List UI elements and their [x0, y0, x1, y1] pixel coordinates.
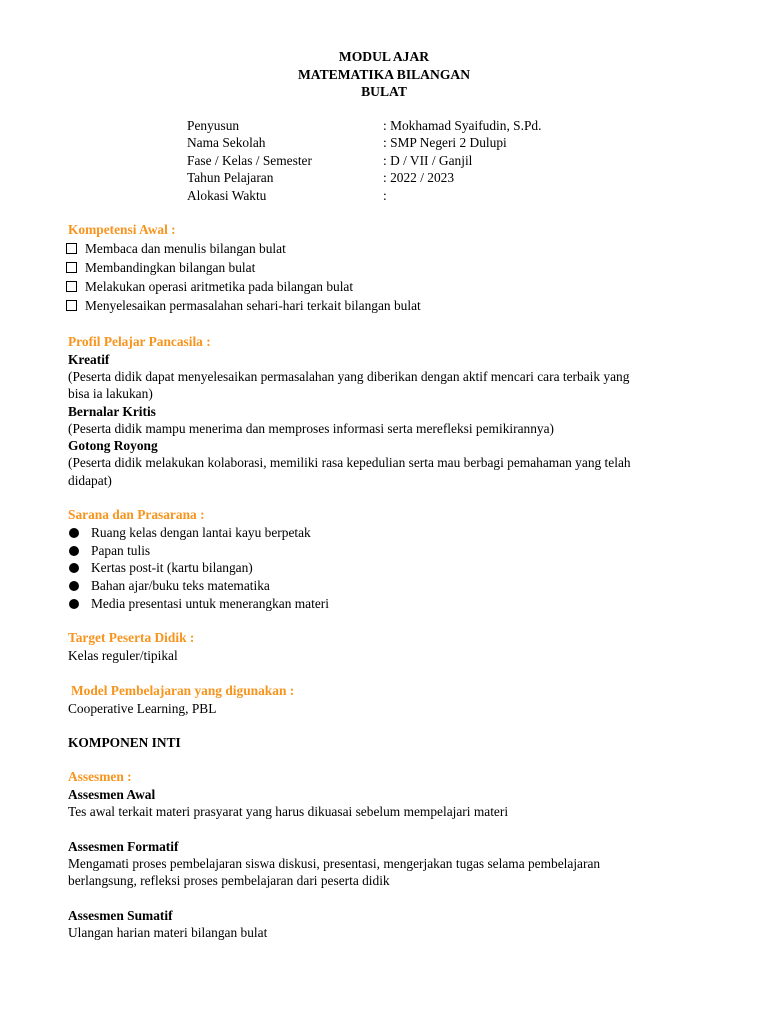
- assesmen-formatif-text: Mengamati proses pembelajaran siswa diskusi, presentasi, mengerjakan tugas selama pembelajaran: [68, 856, 601, 871]
- bullet-dot-icon: [69, 581, 79, 591]
- checklist-item: [68, 258, 718, 277]
- kompetensi-heading: Kompetensi Awal :: [68, 222, 176, 237]
- identity-value: :: [383, 187, 387, 203]
- komponen-section: [68, 734, 718, 752]
- identity-row: [187, 169, 541, 186]
- bullet-item: [68, 577, 718, 595]
- checklist-item: [68, 239, 718, 258]
- checkbox-icon[interactable]: [66, 262, 77, 273]
- target-text: Kelas reguler/tipikal: [68, 648, 178, 663]
- identity-value: : D / VII / Ganjil: [383, 152, 473, 168]
- model-heading: Model Pembelajaran yang digunakan :: [71, 683, 295, 698]
- assesmen-heading: Assesmen :: [68, 769, 132, 784]
- identity-label: Fase / Kelas / Semester: [187, 152, 312, 168]
- assesmen-sumatif-title: Assesmen Sumatif: [68, 908, 173, 923]
- bullet-label: Bahan ajar/buku teks matematika: [91, 578, 270, 594]
- assesmen-sumatif-block: [68, 907, 718, 941]
- identity-label: Tahun Pelajaran: [187, 170, 274, 186]
- assesmen-section: [68, 768, 718, 820]
- identity-label: Alokasi Waktu: [187, 187, 267, 203]
- profil-item-desc: bisa ia lakukan): [68, 386, 153, 402]
- identity-row: [187, 117, 541, 134]
- bullet-dot-icon: [69, 546, 79, 556]
- checkbox-icon[interactable]: [66, 300, 77, 311]
- bullet-item: [68, 542, 718, 560]
- sarana-section: [68, 506, 718, 613]
- identity-value: : 2022 / 2023: [383, 170, 455, 186]
- bullet-label: Ruang kelas dengan lantai kayu berpetak: [91, 524, 311, 540]
- identity-row: [187, 134, 541, 151]
- identity-table: [187, 117, 541, 204]
- checklist-item: [68, 277, 718, 296]
- doc-title-line1: MODUL AJAR: [338, 49, 430, 64]
- identity-row: [187, 152, 541, 169]
- bullet-dot-icon: [69, 528, 79, 538]
- bullet-dot-icon: [69, 599, 79, 609]
- bullet-label: Kertas post-it (kartu bilangan): [91, 560, 253, 576]
- checkbox-icon[interactable]: [66, 243, 77, 254]
- identity-value: : SMP Negeri 2 Dulupi: [383, 135, 507, 151]
- target-section: [68, 629, 718, 664]
- model-section: [71, 682, 721, 700]
- komponen-heading: KOMPONEN INTI: [68, 735, 181, 750]
- checkbox-icon[interactable]: [66, 281, 77, 292]
- profil-item-title: Gotong Royong: [68, 438, 158, 454]
- checklist-item: [68, 296, 718, 315]
- doc-title-line3: BULAT: [361, 84, 407, 99]
- checklist-label: Membandingkan bilangan bulat: [85, 259, 256, 275]
- identity-label: Nama Sekolah: [187, 135, 266, 151]
- bullet-dot-icon: [69, 563, 79, 573]
- profil-section: [68, 333, 718, 489]
- checklist-label: Membaca dan menulis bilangan bulat: [85, 240, 286, 256]
- profil-heading: Profil Pelajar Pancasila :: [68, 334, 211, 349]
- model-text: Cooperative Learning, PBL: [68, 701, 217, 716]
- identity-label: Penyusun: [187, 118, 240, 133]
- profil-item-title: Bernalar Kritis: [68, 403, 156, 419]
- bullet-label: Papan tulis: [91, 542, 151, 558]
- assesmen-formatif-block: [68, 838, 718, 890]
- assesmen-formatif-title: Assesmen Formatif: [68, 839, 179, 854]
- profil-item-desc: (Peserta didik dapat menyelesaikan permasalahan yang diberikan dengan aktif mencari cara terbaik yang: [68, 369, 630, 384]
- profil-item-desc: (Peserta didik mampu menerima dan memproses informasi serta merefleksi pemikirannya): [68, 420, 554, 436]
- bullet-item: [68, 595, 718, 613]
- bullet-item: [68, 524, 718, 542]
- target-heading: Target Peserta Didik :: [68, 630, 195, 645]
- checklist-label: Melakukan operasi aritmetika pada bilangan bulat: [85, 278, 354, 294]
- bullet-item: [68, 560, 718, 578]
- assesmen-awal-title: Assesmen Awal: [68, 787, 156, 802]
- kompetensi-section: [68, 221, 718, 315]
- model-text-block: [68, 700, 718, 717]
- profil-item-desc: (Peserta didik melakukan kolaborasi, memiliki rasa kepedulian serta mau berbagi pemahaman yang telah: [68, 455, 631, 471]
- doc-title-line2: MATEMATIKA BILANGAN: [297, 67, 471, 82]
- profil-item-title: Kreatif: [68, 352, 110, 367]
- bullet-label: Media presentasi untuk menerangkan materi: [91, 596, 329, 612]
- identity-value: : Mokhamad Syaifudin, S.Pd.: [383, 118, 542, 133]
- profil-item-desc: didapat): [68, 472, 112, 488]
- checklist-label: Menyelesaikan permasalahan sehari-hari terkait bilangan bulat: [85, 297, 421, 313]
- assesmen-awal-text: Tes awal terkait materi prasyarat yang harus dikuasai sebelum mempelajari materi: [68, 804, 509, 819]
- identity-row: [187, 187, 541, 204]
- sarana-heading: Sarana dan Prasarana :: [68, 507, 205, 522]
- assesmen-sumatif-text: Ulangan harian materi bilangan bulat: [68, 925, 268, 940]
- assesmen-formatif-text: berlangsung, refleksi proses pembelajaran dari peserta didik: [68, 873, 390, 889]
